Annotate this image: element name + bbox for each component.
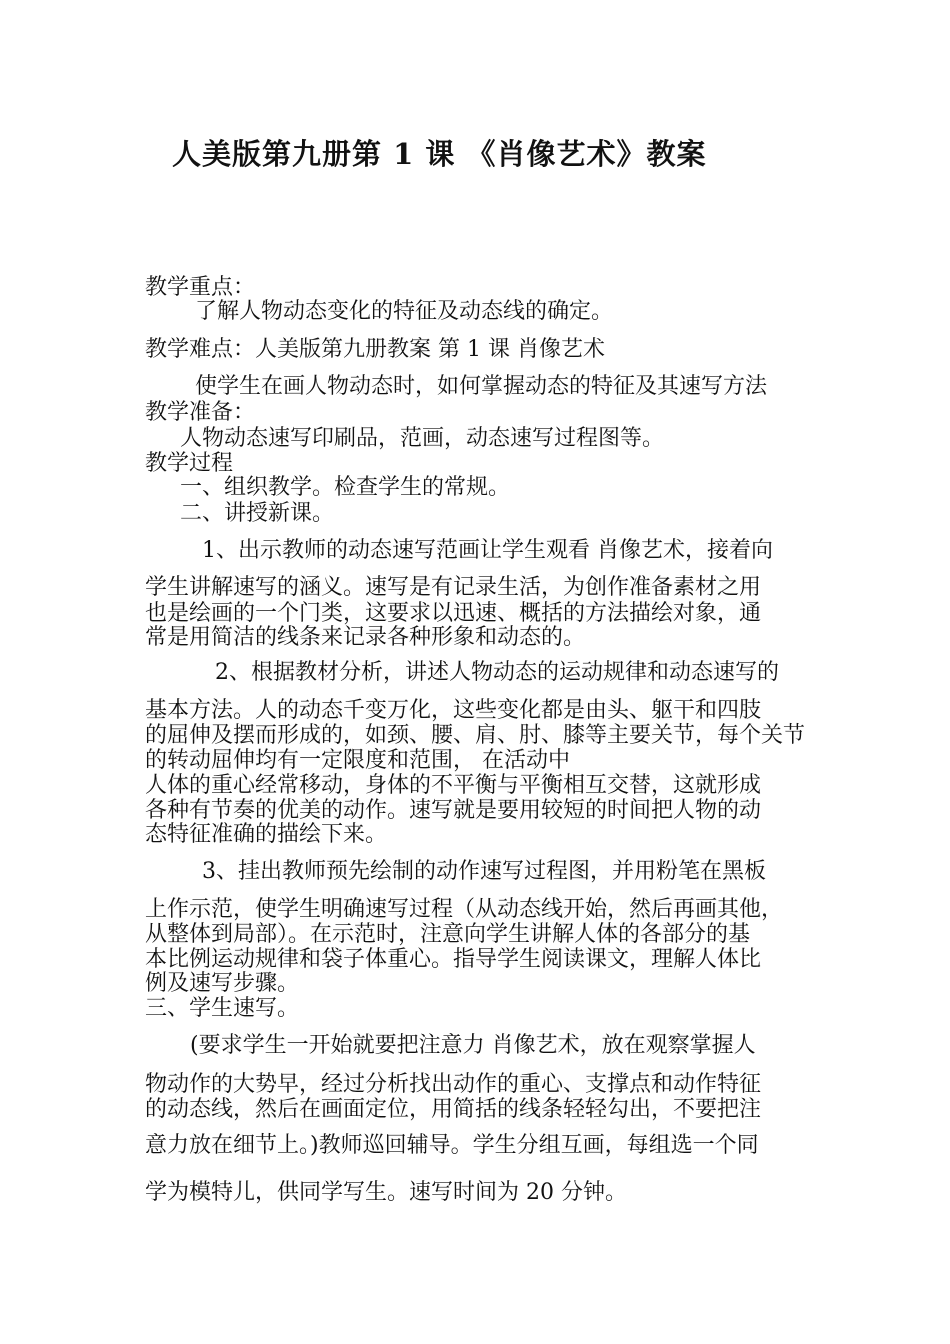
paragraph-line: 使学生在画人物动态时，如何掌握动态的特征及其速写方法 xyxy=(195,374,768,399)
document-title: 人美版第九册第 1 课 《肖像艺术》教案 xyxy=(172,137,707,171)
paragraph-line: 常是用简洁的线条来记录各种形象和动态的。 xyxy=(145,625,586,650)
paragraph-line: 2、根据教材分析，讲述人物动态的运动规律和动态速写的 xyxy=(215,660,779,685)
paragraph-line: 从整体到局部）。在示范时，注意向学生讲解人体的各部分的基 xyxy=(145,922,751,947)
paragraph-line: 二、讲授新课。 xyxy=(180,501,335,526)
paragraph-line: 意力放在细节上。)教师巡回辅导。学生分组互画，每组选一个同 xyxy=(145,1133,759,1158)
paragraph-line: 的动态线，然后在画面定位，用简括的线条轻轻勾出，不要把注 xyxy=(145,1097,762,1122)
paragraph-line: (要求学生一开始就要把注意力 肖像艺术，放在观察掌握人 xyxy=(190,1033,756,1058)
paragraph-line: 教学过程 xyxy=(145,451,234,476)
paragraph-line: 人体的重心经常移动，身体的不平衡与平衡相互交替，这就形成 xyxy=(145,773,762,798)
paragraph-line: 3、挂出教师预先绘制的动作速写过程图，并用粉笔在黑板 xyxy=(202,859,766,884)
paragraph-line: 例及速写步骤。 xyxy=(145,971,300,996)
paragraph-line: 态特征准确的描绘下来。 xyxy=(145,822,388,847)
paragraph-line: 各种有节奏的优美的动作。速写就是要用较短的时间把人物的动 xyxy=(145,798,762,823)
paragraph-line: 教学重点： xyxy=(145,275,256,300)
paragraph-line: 学为模特儿，供同学写生。速写时间为 20 分钟。 xyxy=(145,1180,627,1205)
paragraph-line: 的屈伸及摆而形成的，如颈、腰、肩、肘、膝等主要关节，每个关节 xyxy=(145,723,806,748)
paragraph-line: 1、出示教师的动态速写范画让学生观看 肖像艺术，接着向 xyxy=(202,538,773,563)
paragraph-line: 也是绘画的一个门类，这要求以迅速、概括的方法描绘对象，通 xyxy=(145,601,762,626)
paragraph-line: 教学准备： xyxy=(145,400,256,425)
paragraph-line: 教学难点：人美版第九册教案 第 1 课 肖像艺术 xyxy=(145,337,605,362)
paragraph-line: 一、组织教学。检查学生的常规。 xyxy=(180,475,511,500)
paragraph-line: 的转动屈伸均有一定限度和范围， 在活动中 xyxy=(145,748,570,773)
paragraph-line: 人物动态速写印刷品，范画，动态速写过程图等。 xyxy=(180,426,665,451)
paragraph-line: 物动作的大势早，经过分析找出动作的重心、支撑点和动作特征 xyxy=(145,1072,762,1097)
paragraph-line: 本比例运动规律和袋子体重心。指导学生阅读课文，理解人体比 xyxy=(145,947,762,972)
paragraph-line: 上作示范，使学生明确速写过程（从动态线开始，然后再画其他， xyxy=(145,897,784,922)
paragraph-line: 三、学生速写。 xyxy=(145,996,300,1021)
paragraph-line: 基本方法。人的动态千变万化，这些变化都是由头、躯干和四肢 xyxy=(145,698,762,723)
paragraph-line: 学生讲解速写的涵义。速写是有记录生活，为创作准备素材之用 xyxy=(145,575,762,600)
paragraph-line: 了解人物动态变化的特征及动态线的确定。 xyxy=(195,299,614,324)
